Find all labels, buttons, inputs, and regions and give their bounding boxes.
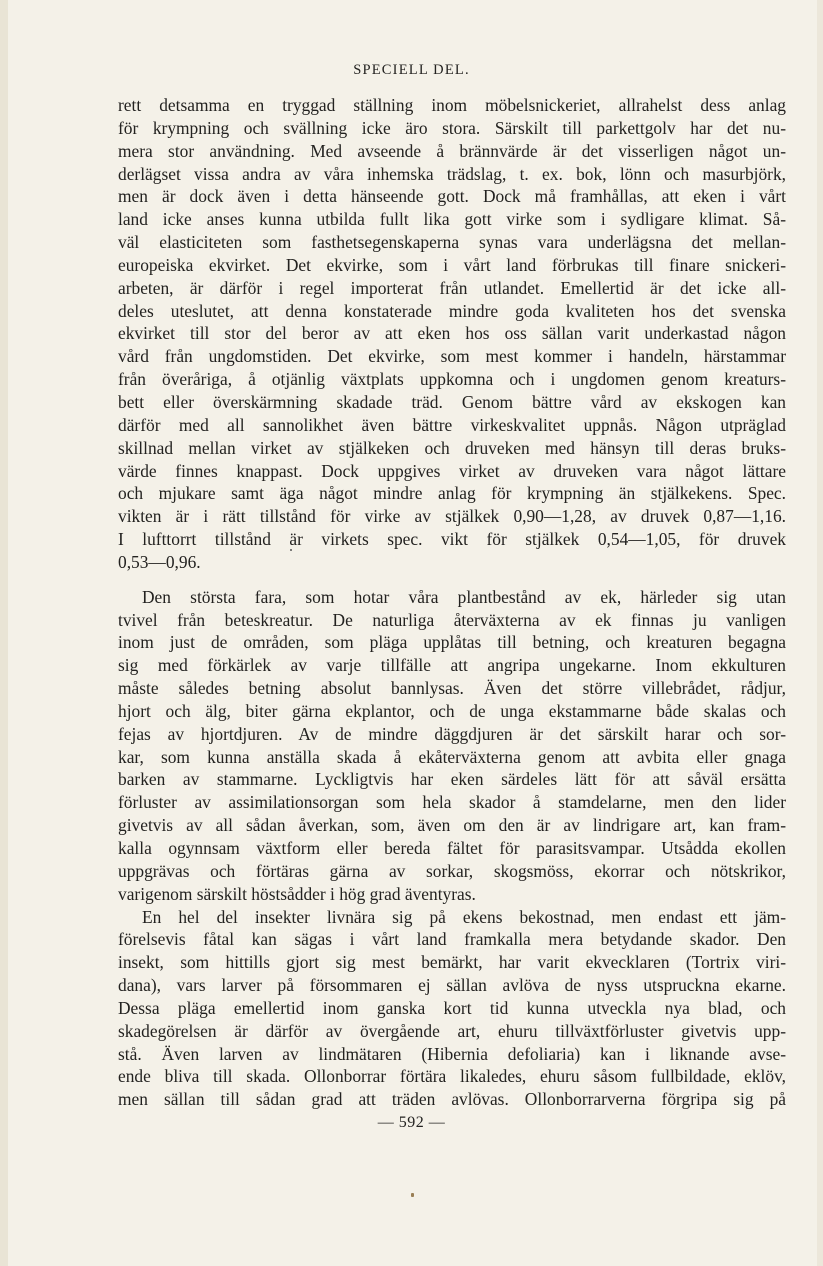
text-line: ekvirket till stor del beror av att eken hos oss sällan varit underkastad någon <box>118 323 786 344</box>
text-line: varigenom särskilt höstsådder i hög grad äventyras. <box>118 883 476 904</box>
text-line: rett detsamma en tryggad ställning inom möbelsnickeriet, allrahelst dess anlag <box>118 95 786 115</box>
text-line: insekt, som hittills gjort sig mest bemärkt, har varit ekvecklaren (Tortrix viri- <box>118 952 786 973</box>
text-line: måste således betning absolut bannlysas. Även det större villebrådet, rådjur, <box>118 678 786 699</box>
text-line: fejas av hjortdjuren. Av de mindre däggdjuren är det särskilt harar och sor- <box>118 723 786 744</box>
text-line: väl elasticiteten som fasthetsegenskaperna synas vara underlägsna det mellan- <box>118 232 786 253</box>
text-line: 0,53—0,96. <box>118 551 201 572</box>
text-line: vård från ungdomstiden. Det ekvirke, som mest kommer i handeln, härstammar <box>118 346 786 367</box>
text-line: ende bliva till skada. Ollonborrar förtära likaledes, ehuru såsom fullbildade, eklöv, <box>118 1066 786 1087</box>
text-line: värde finnes knappast. Dock uppgives virket av druveken vara något lättare <box>118 460 786 481</box>
body-text <box>118 94 786 1111</box>
text-line: men är dock även i detta hänseende gott. Dock må framhållas, att eken i vårt <box>118 186 786 207</box>
text-line: förelsevis fåtal kan sägas i vårt land framkalla mera betydande skador. Den <box>118 929 786 950</box>
text-line: från överåriga, å otjänlig växtplats uppkomna och i ungdomen genom kreaturs- <box>118 369 786 390</box>
text-line: givetvis av all sådan åverkan, som, även om den är av lindrigare art, kan fram- <box>118 815 786 836</box>
paragraph-3 <box>118 906 786 1112</box>
text-line: skadegörelsen är därför av övergående art, ehuru tillväxtförluster givetvis upp- <box>118 1020 786 1041</box>
running-title: SPECIELL DEL. <box>353 62 470 78</box>
text-line: inom just de områden, som pläga upplåtas till betning, och kreaturen begagna <box>118 632 786 653</box>
text-line: I lufttorrt tillstånd är virkets spec. vikt för stjälkek 0,54—1,05, för druvek <box>118 529 786 550</box>
text-line: skillnad mellan virket av stjälkeken och druveken med hänsyn till deras bruks- <box>118 437 786 458</box>
text-line: stå. Även larven av lindmätaren (Hibernia defoliaria) kan i liknande avse- <box>118 1043 786 1064</box>
text-line: sig med förkärlek av varje tillfälle att angripa ungekarne. Inom ekkulturen <box>118 655 786 676</box>
text-line: En hel del insekter livnära sig på ekens bekostnad, men endast ett jäm- <box>142 906 786 927</box>
text-line: arbeten, är därför i regel importerat från utlandet. Emellertid är det icke all- <box>118 277 786 298</box>
text-line: bett eller överskärmning skadade träd. Genom bättre vård av ekskogen kan <box>118 391 786 412</box>
text-line: dana), vars larver på försommaren ej sällan avlöva de nyss utspruckna ekarne. <box>118 975 786 996</box>
text-line: uppgrävas och förtäras gärna av sorkar, skogsmöss, ekorrar och nötskrikor, <box>118 860 786 881</box>
print-speck <box>411 1193 414 1197</box>
text-line: Den största fara, som hotar våra plantbestånd av ek, härleder sig utan <box>142 586 786 607</box>
text-line: Dessa pläga emellertid inom ganska kort tid kunna utveckla nya blad, och <box>118 997 786 1018</box>
text-line: deles uteslutet, att denna konstaterade mindre goda kvaliteten hos det svenska <box>118 300 786 321</box>
text-line: barken av stammarne. Lyckligtvis har eken särdeles lätt för att såväl ersätta <box>118 769 786 790</box>
text-line: kalla ogynnsam växtform eller bereda fältet för parasitsvampar. Utsådda ekollen <box>118 838 786 858</box>
text-line: tvivel från beteskreatur. De naturliga återväxterna av ek finnas ju vanligen <box>118 609 786 630</box>
text-line: kar, som kunna anställa skada å ekåterväxterna genom att avbita eller gnaga <box>118 746 786 767</box>
text-line: och mjukare samt äga något mindre anlag för krympning än stjälkekens. Spec. <box>118 483 786 504</box>
text-line: land icke anses kunna utbilda fullt lika gott virke som i sydligare klimat. Så- <box>118 209 786 230</box>
text-line: europeiska ekvirket. Det ekvirke, som i vårt land förbrukas till finare snickeri- <box>118 254 786 275</box>
page-number: — 592 — <box>377 1114 446 1131</box>
text-line: derlägset vissa andra av våra inhemska trädslag, t. ex. bok, lönn och masurbjörk, <box>118 163 786 184</box>
paragraph-gap <box>118 574 786 586</box>
text-line: hjort och älg, biter gärna ekplantor, och de unga ekstammarne både skalas och <box>118 700 786 721</box>
paragraph-1 <box>118 94 786 574</box>
text-line: mera stor användning. Med avseende å brännvärde är det visserligen något un- <box>118 140 786 161</box>
text-line: därför med all sannolikhet även bättre virkeskvalitet uppnås. Någon utpräglad <box>118 414 786 435</box>
text-line: men sällan till sådan grad att träden avlövas. Ollonborrarverna förgripa sig på <box>118 1089 786 1110</box>
text-line: för krympning och svällning icke äro stora. Särskilt till parkettgolv har det nu- <box>118 117 786 138</box>
text-line: vikten är i rätt tillstånd för virke av stjälkek 0,90—1,28, av druvek 0,87—1,16. <box>118 506 786 527</box>
text-line: förluster av assimilationsorgan som hela skador å stamdelarne, men den lider <box>118 792 786 813</box>
paragraph-2 <box>118 586 786 906</box>
print-speck <box>290 549 292 551</box>
